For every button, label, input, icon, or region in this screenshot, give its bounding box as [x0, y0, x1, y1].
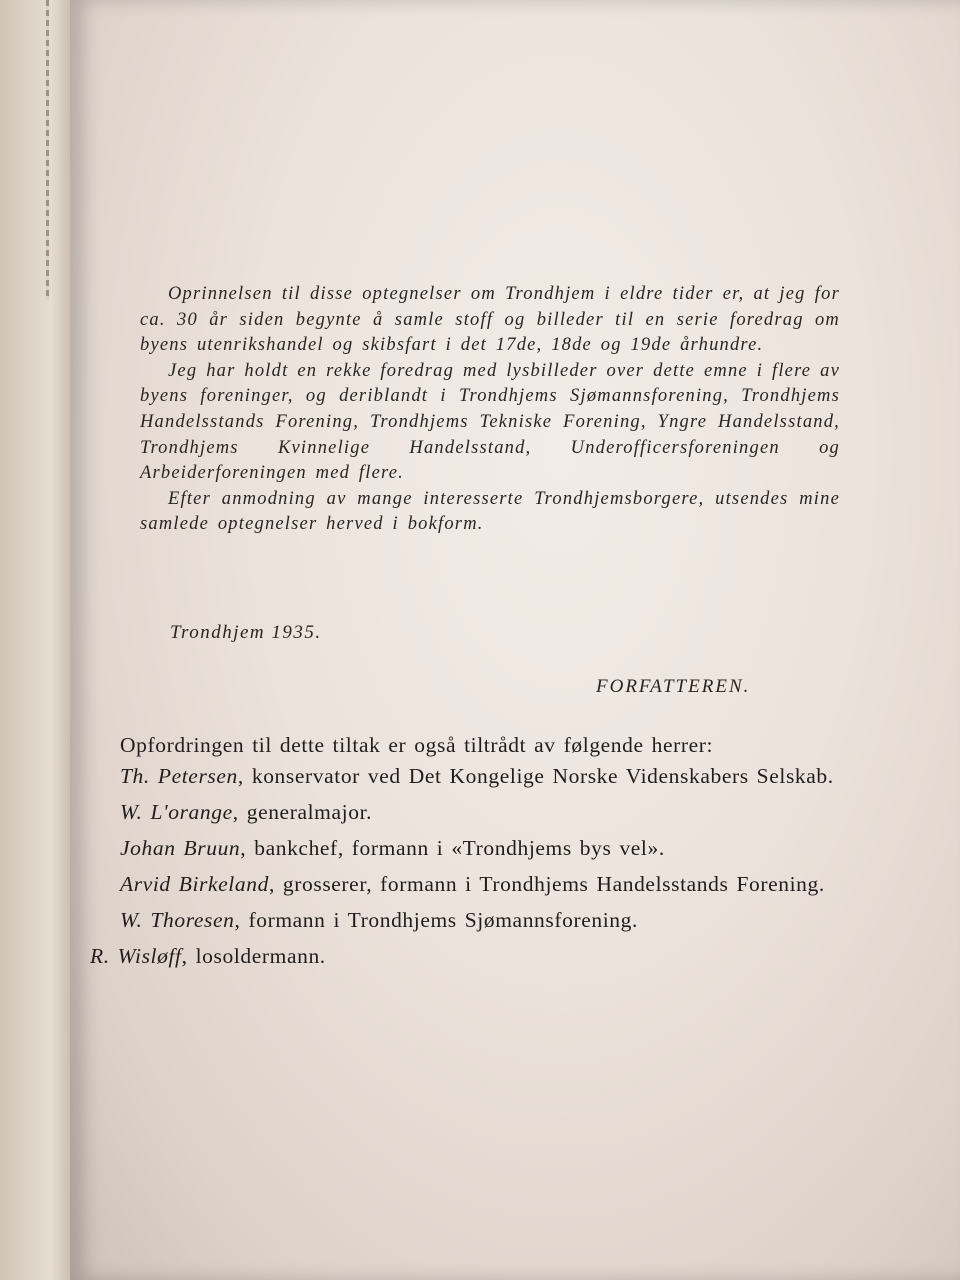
endorser-name: Th. Petersen [120, 764, 238, 788]
endorser-role: , bankchef, formann i «Trondhjems bys vel». [240, 836, 665, 860]
endorser-entry [90, 761, 862, 791]
author-signature: FORFATTEREN. [596, 676, 751, 697]
endorsement-section [90, 730, 862, 977]
preface-text [140, 282, 840, 538]
binding-stitch [46, 0, 49, 300]
endorser-entry [90, 797, 862, 827]
endorser-entry [90, 941, 862, 971]
endorser-entry [90, 833, 862, 863]
endorsement-intro: Opfordringen til dette tiltak er også tiltrådt av følgende herrer: [120, 733, 714, 757]
place-date: Trondhjem 1935. [170, 622, 322, 643]
endorser-entry [90, 869, 862, 899]
endorser-role: , grosserer, formann i Trondhjems Handelsstands Forening. [268, 872, 825, 896]
endorser-name: Johan Bruun [120, 836, 241, 860]
endorser-name: Arvid Birkeland [120, 872, 269, 896]
endorser-role: , konservator ved Det Kongelige Norske Videnskabers Selskab. [237, 764, 834, 788]
endorser-role: , formann i Trondhjems Sjømannsforening. [234, 908, 638, 932]
preface-paragraph-3: Efter anmodning av mange interesserte Trondhjemsborgere, utsendes mine samlede optegnelser herved i bokform. [140, 488, 840, 535]
endorser-name: R. Wisløff [90, 944, 182, 968]
endorser-role: , losoldermann. [181, 944, 326, 968]
preface-paragraph-2: Jeg har holdt en rekke foredrag med lysbilleder over dette emne i flere av byens foreninger, og deriblandt i Trondhjems Sjømannsforening, Trondhjems Handelsstands Forening, Trondhjems Tekniske Forening, Yngre Handelsstand, Trondhjems Kvinnelige Handelsstand, Underofficersforeningen og Arbeiderforeningen med flere. [140, 360, 840, 484]
endorser-name: W. L'orange [120, 800, 233, 824]
endorser-role: , generalmajor. [232, 800, 373, 824]
endorser-name: W. Thoresen [120, 908, 235, 932]
preface-paragraph-1: Oprinnelsen til disse optegnelser om Trondhjem i eldre tider er, at jeg for ca. 30 år siden begynte å samle stoff og billeder til en serie foredrag om byens utenrikshandel og skibsfart i det 17de, 18de og 19de århundre. [140, 284, 840, 356]
endorser-entry [90, 905, 862, 935]
